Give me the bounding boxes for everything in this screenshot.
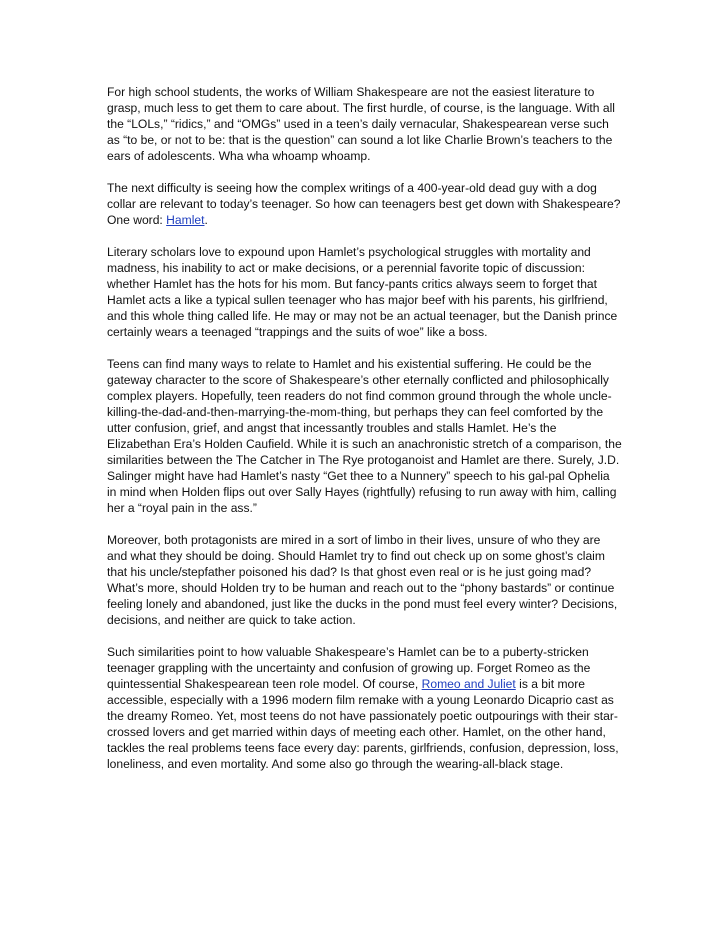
romeo-and-juliet-link[interactable]: Romeo and Juliet (421, 677, 516, 691)
hamlet-link[interactable]: Hamlet (166, 213, 205, 227)
paragraph-difficulty (107, 180, 622, 228)
document-page (107, 84, 622, 788)
paragraph-limbo-text: Moreover, both protagonists are mired in a sort of limbo in their lives, unsure of who they are and what they should be doing. Should Hamlet try to find out check up on some ghost’s claim that his uncle/stepfather poisoned his dad? Is that ghost even real or is he just going mad? What’s more, should Holden try to be human and reach out to the “phony bastards” or continue feeling lonely and abandoned, just like the ducks in the pond must feel every winter? Decisions, decisions, and neither are quick to take action. (107, 533, 618, 627)
paragraph-similarities (107, 644, 622, 772)
paragraph-scholars-text: Literary scholars love to expound upon Hamlet’s psychological struggles with mortality and madness, his inability to act or make decisions, or a perennial favorite topic of discussion: whether Hamlet has the hots for his mom. But fancy-pants critics always seem to forget that Hamlet acts a like a typical sullen teenager who has major beef with his parents, his girlfriend, and this whole thing called life. He may or may not be an actual teenager, but the Danish prince certainly wears a teenaged “trappings and the suits of woe” like a boss. (107, 245, 618, 339)
paragraph-difficulty-text: The next difficulty is seeing how the complex writings of a 400-year-old dead guy with a dog collar are relevant to today’s teenager. So how can teenagers best get down with Shakespeare? One word: (107, 181, 621, 227)
paragraph-similarities-text: Such similarities point to how valuable Shakespeare’s Hamlet can be to a puberty-stricken teenager grappling with the uncertainty and confusion of growing up. Forget Romeo as the quintessential Shakespearean teen role model. Of course, (107, 645, 591, 691)
paragraph-intro-text: For high school students, the works of William Shakespeare are not the easiest literature to grasp, much less to get them to care about. The first hurdle, of course, is the language. With all the “LOLs,” “ridics,” and “OMGs” used in a teen’s daily vernacular, Shakespearean verse such as “to be, or not to be: that is the question” can sound a lot like Charlie Brown’s teachers to the ears of adolescents. Wha wha whoamp whoamp. (107, 85, 615, 163)
paragraph-similarities-end: is a bit more accessible, especially with a 1996 modern film remake with a young Leonardo Dicaprio cast as the dreamy Romeo. Yet, most teens do not have passionately poetic outpourings with their star-crossed lovers and get married within days of meeting each other. Hamlet, on the other hand, tackles the real problems teens face every day: parents, girlfriends, confusion, depression, loss, loneliness, and even mortality. And some also go through the wearing-all-black stage. (107, 677, 619, 771)
paragraph-teens-text: Teens can find many ways to relate to Hamlet and his existential suffering. He could be the gateway character to the score of Shakespeare’s other eternally conflicted and philosophically complex players. Hopefully, teen readers do not find common ground through the whole uncle-killing-the-dad-and-then-marrying-the-mom-thing, but perhaps they can feel comforted by the utter confusion, grief, and angst that incessantly troubles and stalls Hamlet. He’s the Elizabethan Era’s Holden Caufield. While it is such an anachronistic stretch of a comparison, the similarities between the The Catcher in The Rye protoganoist and Hamlet are there. Surely, J.D. Salinger might have had Hamlet’s nasty “Get thee to a Nunnery” speech to his gal-pal Ophelia in mind when Holden flips out over Sally Hayes (rightfully) refusing to run away with him, calling her a “royal pain in the ass.” (107, 357, 622, 515)
paragraph-teens (107, 356, 622, 516)
paragraph-limbo (107, 532, 622, 628)
paragraph-difficulty-end: . (204, 213, 208, 227)
paragraph-intro (107, 84, 622, 164)
paragraph-scholars (107, 244, 622, 340)
